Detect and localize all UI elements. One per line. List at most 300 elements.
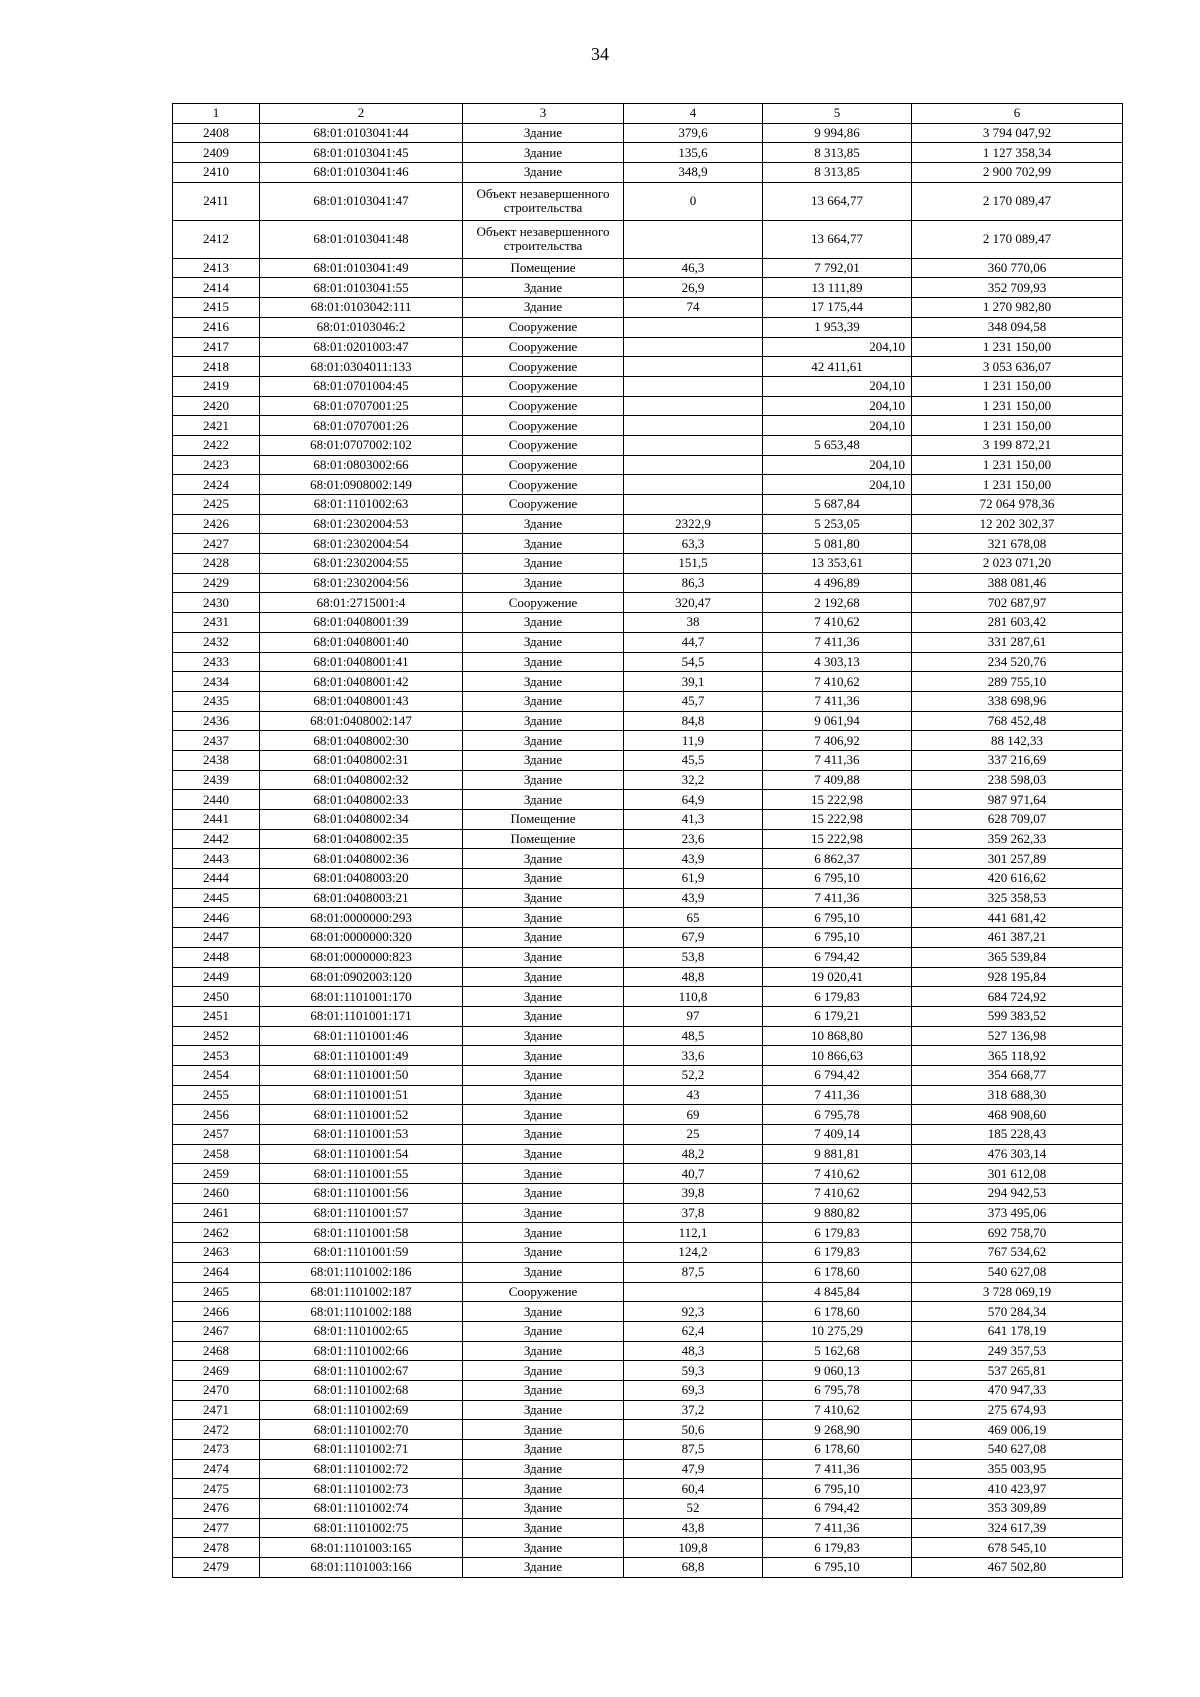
unit-value-cell: 15 222,98 xyxy=(763,829,912,849)
cadastral-value-cell: 289 755,10 xyxy=(912,672,1123,692)
cadastral-number-cell: 68:01:0408001:41 xyxy=(260,652,463,672)
page-number: 34 xyxy=(591,44,609,64)
object-type-cell: Здание xyxy=(463,1341,624,1361)
row-number-cell: 2450 xyxy=(173,987,260,1007)
table-body xyxy=(173,123,1123,1577)
cadastral-number-cell: 68:01:0103042:111 xyxy=(260,298,463,318)
object-type-cell: Здание xyxy=(463,143,624,163)
area-cell: 135,6 xyxy=(624,143,763,163)
table-row xyxy=(173,849,1123,869)
unit-value-cell: 6 795,10 xyxy=(763,908,912,928)
table-row xyxy=(173,1144,1123,1164)
unit-value-cell: 15 222,98 xyxy=(763,810,912,830)
table-row xyxy=(173,829,1123,849)
cadastral-number-cell: 68:01:1101002:186 xyxy=(260,1262,463,1282)
row-number-cell: 2460 xyxy=(173,1184,260,1204)
unit-value-cell: 10 275,29 xyxy=(763,1321,912,1341)
row-number-cell: 2457 xyxy=(173,1125,260,1145)
cadastral-value-cell: 3 199 872,21 xyxy=(912,435,1123,455)
area-cell: 320,47 xyxy=(624,593,763,613)
cadastral-value-cell: 1 231 150,00 xyxy=(912,416,1123,436)
table-row xyxy=(173,1538,1123,1558)
row-number-cell: 2459 xyxy=(173,1164,260,1184)
unit-value-cell: 7 410,62 xyxy=(763,672,912,692)
row-number-cell: 2455 xyxy=(173,1085,260,1105)
area-cell: 124,2 xyxy=(624,1243,763,1263)
cadastral-value-cell: 641 178,19 xyxy=(912,1321,1123,1341)
cadastral-value-cell: 767 534,62 xyxy=(912,1243,1123,1263)
column-header: 6 xyxy=(912,104,1123,124)
area-cell xyxy=(624,376,763,396)
cadastral-number-cell: 68:01:2302004:53 xyxy=(260,514,463,534)
unit-value-cell: 17 175,44 xyxy=(763,298,912,318)
cadastral-value-cell: 2 900 702,99 xyxy=(912,163,1123,183)
column-header: 4 xyxy=(624,104,763,124)
cadastral-number-cell: 68:01:0103041:44 xyxy=(260,123,463,143)
object-type-cell: Здание xyxy=(463,750,624,770)
area-cell xyxy=(624,455,763,475)
unit-value-cell: 6 794,42 xyxy=(763,1499,912,1519)
area-cell: 25 xyxy=(624,1125,763,1145)
cadastral-value-cell: 359 262,33 xyxy=(912,829,1123,849)
cadastral-number-cell: 68:01:1101002:72 xyxy=(260,1459,463,1479)
cadastral-value-cell: 2 023 071,20 xyxy=(912,554,1123,574)
area-cell xyxy=(624,416,763,436)
cadastral-value-cell: 249 357,53 xyxy=(912,1341,1123,1361)
unit-value-cell: 13 111,89 xyxy=(763,278,912,298)
cadastral-number-cell: 68:01:0103041:47 xyxy=(260,182,463,220)
unit-value-cell: 2 192,68 xyxy=(763,593,912,613)
object-type-cell: Здание xyxy=(463,298,624,318)
unit-value-cell: 7 411,36 xyxy=(763,632,912,652)
unit-value-cell: 6 179,83 xyxy=(763,1223,912,1243)
area-cell xyxy=(624,396,763,416)
table-row xyxy=(173,1440,1123,1460)
cadastral-number-cell: 68:01:1101001:54 xyxy=(260,1144,463,1164)
area-cell: 41,3 xyxy=(624,810,763,830)
cadastral-value-cell: 185 228,43 xyxy=(912,1125,1123,1145)
area-cell: 54,5 xyxy=(624,652,763,672)
area-cell: 50,6 xyxy=(624,1420,763,1440)
unit-value-cell: 4 303,13 xyxy=(763,652,912,672)
row-number-cell: 2415 xyxy=(173,298,260,318)
area-cell: 67,9 xyxy=(624,928,763,948)
cadastral-number-cell: 68:01:1101001:59 xyxy=(260,1243,463,1263)
cadastral-value-cell: 353 309,89 xyxy=(912,1499,1123,1519)
cadastral-value-cell: 1 270 982,80 xyxy=(912,298,1123,318)
area-cell: 0 xyxy=(624,182,763,220)
cadastral-value-cell: 1 231 150,00 xyxy=(912,376,1123,396)
object-type-cell: Здание xyxy=(463,613,624,633)
object-type-cell: Здание xyxy=(463,672,624,692)
object-type-cell: Здание xyxy=(463,1065,624,1085)
cadastral-number-cell: 68:01:0000000:320 xyxy=(260,928,463,948)
row-number-cell: 2442 xyxy=(173,829,260,849)
row-number-cell: 2428 xyxy=(173,554,260,574)
area-cell: 63,3 xyxy=(624,534,763,554)
row-number-cell: 2411 xyxy=(173,182,260,220)
area-cell: 45,5 xyxy=(624,750,763,770)
cadastral-value-cell: 3 728 069,19 xyxy=(912,1282,1123,1302)
object-type-cell: Здание xyxy=(463,790,624,810)
cadastral-value-cell: 324 617,39 xyxy=(912,1518,1123,1538)
table-row xyxy=(173,337,1123,357)
cadastral-number-cell: 68:01:0000000:823 xyxy=(260,947,463,967)
area-cell: 48,2 xyxy=(624,1144,763,1164)
table-row xyxy=(173,376,1123,396)
object-type-cell: Сооружение xyxy=(463,1282,624,1302)
cadastral-number-cell: 68:01:1101002:67 xyxy=(260,1361,463,1381)
table-row xyxy=(173,396,1123,416)
cadastral-number-cell: 68:01:0908002:149 xyxy=(260,475,463,495)
area-cell: 62,4 xyxy=(624,1321,763,1341)
cadastral-value-cell: 373 495,06 xyxy=(912,1203,1123,1223)
area-cell: 37,2 xyxy=(624,1400,763,1420)
cadastral-number-cell: 68:01:0201003:47 xyxy=(260,337,463,357)
cadastral-number-cell: 68:01:1101002:63 xyxy=(260,495,463,515)
row-number-cell: 2425 xyxy=(173,495,260,515)
cadastral-number-cell: 68:01:0701004:45 xyxy=(260,376,463,396)
area-cell: 65 xyxy=(624,908,763,928)
cadastral-value-cell: 987 971,64 xyxy=(912,790,1123,810)
unit-value-cell: 6 178,60 xyxy=(763,1302,912,1322)
unit-value-cell: 6 795,10 xyxy=(763,1479,912,1499)
unit-value-cell: 7 410,62 xyxy=(763,1400,912,1420)
table-row xyxy=(173,278,1123,298)
table-row xyxy=(173,1125,1123,1145)
object-type-cell: Здание xyxy=(463,908,624,928)
table-row xyxy=(173,1006,1123,1026)
unit-value-cell: 5 162,68 xyxy=(763,1341,912,1361)
object-type-cell: Здание xyxy=(463,163,624,183)
row-number-cell: 2467 xyxy=(173,1321,260,1341)
cadastral-number-cell: 68:01:0103041:49 xyxy=(260,258,463,278)
table-row xyxy=(173,613,1123,633)
cadastral-value-cell: 468 908,60 xyxy=(912,1105,1123,1125)
area-cell: 348,9 xyxy=(624,163,763,183)
table-row xyxy=(173,1105,1123,1125)
cadastral-number-cell: 68:01:1101001:53 xyxy=(260,1125,463,1145)
row-number-cell: 2414 xyxy=(173,278,260,298)
table-row xyxy=(173,908,1123,928)
table-row xyxy=(173,1065,1123,1085)
object-type-cell: Здание xyxy=(463,652,624,672)
cadastral-value-cell: 467 502,80 xyxy=(912,1558,1123,1578)
object-type-cell: Здание xyxy=(463,1243,624,1263)
cadastral-value-cell: 628 709,07 xyxy=(912,810,1123,830)
cadastral-number-cell: 68:01:0408002:35 xyxy=(260,829,463,849)
unit-value-cell: 5 687,84 xyxy=(763,495,912,515)
table-row xyxy=(173,1046,1123,1066)
cadastral-number-cell: 68:01:1101001:51 xyxy=(260,1085,463,1105)
cadastral-number-cell: 68:01:1101002:188 xyxy=(260,1302,463,1322)
cadastral-number-cell: 68:01:2302004:55 xyxy=(260,554,463,574)
row-number-cell: 2448 xyxy=(173,947,260,967)
object-type-cell: Здание xyxy=(463,1203,624,1223)
table-row xyxy=(173,1282,1123,1302)
cadastral-value-cell: 294 942,53 xyxy=(912,1184,1123,1204)
cadastral-value-cell: 1 231 150,00 xyxy=(912,337,1123,357)
cadastral-value-cell: 338 698,96 xyxy=(912,691,1123,711)
area-cell: 26,9 xyxy=(624,278,763,298)
cadastral-value-cell: 469 006,19 xyxy=(912,1420,1123,1440)
table-row xyxy=(173,1321,1123,1341)
cadastral-value-cell: 275 674,93 xyxy=(912,1400,1123,1420)
table-row xyxy=(173,987,1123,1007)
area-cell xyxy=(624,317,763,337)
area-cell xyxy=(624,337,763,357)
unit-value-cell: 5 253,05 xyxy=(763,514,912,534)
area-cell: 45,7 xyxy=(624,691,763,711)
table-row xyxy=(173,495,1123,515)
area-cell xyxy=(624,435,763,455)
unit-value-cell: 7 411,36 xyxy=(763,750,912,770)
cadastral-value-cell: 1 231 150,00 xyxy=(912,396,1123,416)
unit-value-cell: 13 664,77 xyxy=(763,220,912,258)
unit-value-cell: 9 060,13 xyxy=(763,1361,912,1381)
object-type-cell: Здание xyxy=(463,1518,624,1538)
row-number-cell: 2416 xyxy=(173,317,260,337)
cadastral-value-cell: 2 170 089,47 xyxy=(912,220,1123,258)
area-cell: 87,5 xyxy=(624,1440,763,1460)
object-type-cell: Здание xyxy=(463,573,624,593)
cadastral-value-cell: 678 545,10 xyxy=(912,1538,1123,1558)
unit-value-cell: 6 795,10 xyxy=(763,869,912,889)
row-number-cell: 2430 xyxy=(173,593,260,613)
cadastral-number-cell: 68:01:0408003:20 xyxy=(260,869,463,889)
object-type-cell: Сооружение xyxy=(463,416,624,436)
row-number-cell: 2454 xyxy=(173,1065,260,1085)
row-number-cell: 2472 xyxy=(173,1420,260,1440)
cadastral-number-cell: 68:01:0304011:133 xyxy=(260,357,463,377)
row-number-cell: 2432 xyxy=(173,632,260,652)
object-type-cell: Объект незавершенного строительства xyxy=(463,182,624,220)
cadastral-number-cell: 68:01:0408002:147 xyxy=(260,711,463,731)
row-number-cell: 2462 xyxy=(173,1223,260,1243)
cadastral-value-cell: 318 688,30 xyxy=(912,1085,1123,1105)
object-type-cell: Сооружение xyxy=(463,455,624,475)
area-cell: 112,1 xyxy=(624,1223,763,1243)
row-number-cell: 2420 xyxy=(173,396,260,416)
object-type-cell: Здание xyxy=(463,514,624,534)
cadastral-number-cell: 68:01:0707002:102 xyxy=(260,435,463,455)
cadastral-number-cell: 68:01:2715001:4 xyxy=(260,593,463,613)
row-number-cell: 2409 xyxy=(173,143,260,163)
area-cell: 43,9 xyxy=(624,849,763,869)
object-type-cell: Здание xyxy=(463,1321,624,1341)
object-type-cell: Здание xyxy=(463,1164,624,1184)
cadastral-value-cell: 337 216,69 xyxy=(912,750,1123,770)
row-number-cell: 2461 xyxy=(173,1203,260,1223)
area-cell: 52,2 xyxy=(624,1065,763,1085)
area-cell: 39,8 xyxy=(624,1184,763,1204)
unit-value-cell: 6 794,42 xyxy=(763,1065,912,1085)
cadastral-value-cell: 768 452,48 xyxy=(912,711,1123,731)
row-number-cell: 2424 xyxy=(173,475,260,495)
row-number-cell: 2452 xyxy=(173,1026,260,1046)
cadastral-number-cell: 68:01:1101002:70 xyxy=(260,1420,463,1440)
cadastral-value-cell: 301 612,08 xyxy=(912,1164,1123,1184)
table-row xyxy=(173,593,1123,613)
unit-value-cell: 9 061,94 xyxy=(763,711,912,731)
row-number-cell: 2465 xyxy=(173,1282,260,1302)
object-type-cell: Объект незавершенного строительства xyxy=(463,220,624,258)
cadastral-value-cell: 476 303,14 xyxy=(912,1144,1123,1164)
cadastral-value-cell: 355 003,95 xyxy=(912,1459,1123,1479)
cadastral-value-cell: 354 668,77 xyxy=(912,1065,1123,1085)
row-number-cell: 2475 xyxy=(173,1479,260,1499)
table-row xyxy=(173,1341,1123,1361)
row-number-cell: 2418 xyxy=(173,357,260,377)
area-cell: 379,6 xyxy=(624,123,763,143)
object-type-cell: Здание xyxy=(463,1262,624,1282)
column-header: 1 xyxy=(173,104,260,124)
table-row xyxy=(173,967,1123,987)
area-cell: 32,2 xyxy=(624,770,763,790)
area-cell xyxy=(624,475,763,495)
table-row xyxy=(173,1420,1123,1440)
cadastral-number-cell: 68:01:0408001:42 xyxy=(260,672,463,692)
unit-value-cell: 9 880,82 xyxy=(763,1203,912,1223)
cadastral-value-cell: 388 081,46 xyxy=(912,573,1123,593)
table-row xyxy=(173,711,1123,731)
unit-value-cell: 7 409,88 xyxy=(763,770,912,790)
area-cell: 52 xyxy=(624,1499,763,1519)
unit-value-cell: 204,10 xyxy=(763,376,912,396)
table-row xyxy=(173,298,1123,318)
cadastral-number-cell: 68:01:2302004:54 xyxy=(260,534,463,554)
table-row xyxy=(173,1361,1123,1381)
object-type-cell: Здание xyxy=(463,278,624,298)
table-row xyxy=(173,1400,1123,1420)
area-cell xyxy=(624,220,763,258)
unit-value-cell: 6 179,83 xyxy=(763,1538,912,1558)
cadastral-value-cell: 1 127 358,34 xyxy=(912,143,1123,163)
cadastral-value-cell: 599 383,52 xyxy=(912,1006,1123,1026)
object-type-cell: Сооружение xyxy=(463,593,624,613)
unit-value-cell: 4 845,84 xyxy=(763,1282,912,1302)
unit-value-cell: 7 410,62 xyxy=(763,613,912,633)
area-cell: 68,8 xyxy=(624,1558,763,1578)
cadastral-value-cell: 537 265,81 xyxy=(912,1361,1123,1381)
cadastral-value-cell: 441 681,42 xyxy=(912,908,1123,928)
cadastral-number-cell: 68:01:0408002:31 xyxy=(260,750,463,770)
area-cell: 33,6 xyxy=(624,1046,763,1066)
area-cell: 48,5 xyxy=(624,1026,763,1046)
row-number-cell: 2477 xyxy=(173,1518,260,1538)
cadastral-number-cell: 68:01:0408002:36 xyxy=(260,849,463,869)
object-type-cell: Здание xyxy=(463,888,624,908)
cadastral-number-cell: 68:01:0408001:39 xyxy=(260,613,463,633)
table-row xyxy=(173,1223,1123,1243)
table-row xyxy=(173,928,1123,948)
area-cell: 23,6 xyxy=(624,829,763,849)
cadastral-value-cell: 365 539,84 xyxy=(912,947,1123,967)
cadastral-value-cell: 420 616,62 xyxy=(912,869,1123,889)
row-number-cell: 2463 xyxy=(173,1243,260,1263)
object-type-cell: Здание xyxy=(463,928,624,948)
row-number-cell: 2471 xyxy=(173,1400,260,1420)
object-type-cell: Здание xyxy=(463,1499,624,1519)
unit-value-cell: 7 406,92 xyxy=(763,731,912,751)
unit-value-cell: 7 411,36 xyxy=(763,1085,912,1105)
cadastral-number-cell: 68:01:1101003:165 xyxy=(260,1538,463,1558)
cadastral-number-cell: 68:01:1101002:66 xyxy=(260,1341,463,1361)
cadastral-number-cell: 68:01:1101001:50 xyxy=(260,1065,463,1085)
cadastral-value-cell: 1 231 150,00 xyxy=(912,475,1123,495)
row-number-cell: 2468 xyxy=(173,1341,260,1361)
property-register-table xyxy=(172,103,1123,1578)
object-type-cell: Сооружение xyxy=(463,337,624,357)
row-number-cell: 2449 xyxy=(173,967,260,987)
table-row xyxy=(173,475,1123,495)
cadastral-value-cell: 331 287,61 xyxy=(912,632,1123,652)
cadastral-value-cell: 540 627,08 xyxy=(912,1440,1123,1460)
table-row xyxy=(173,182,1123,220)
cadastral-number-cell: 68:01:1101001:170 xyxy=(260,987,463,1007)
area-cell: 87,5 xyxy=(624,1262,763,1282)
cadastral-number-cell: 68:01:1101002:75 xyxy=(260,1518,463,1538)
cadastral-value-cell: 684 724,92 xyxy=(912,987,1123,1007)
area-cell: 40,7 xyxy=(624,1164,763,1184)
unit-value-cell: 204,10 xyxy=(763,337,912,357)
area-cell xyxy=(624,495,763,515)
unit-value-cell: 204,10 xyxy=(763,396,912,416)
row-number-cell: 2431 xyxy=(173,613,260,633)
area-cell: 47,9 xyxy=(624,1459,763,1479)
cadastral-number-cell: 68:01:0408002:32 xyxy=(260,770,463,790)
cadastral-number-cell: 68:01:1101002:68 xyxy=(260,1380,463,1400)
table-row xyxy=(173,1203,1123,1223)
object-type-cell: Здание xyxy=(463,1302,624,1322)
table-row xyxy=(173,1164,1123,1184)
object-type-cell: Сооружение xyxy=(463,435,624,455)
object-type-cell: Здание xyxy=(463,1105,624,1125)
row-number-cell: 2413 xyxy=(173,258,260,278)
area-cell: 43,9 xyxy=(624,888,763,908)
object-type-cell: Здание xyxy=(463,534,624,554)
cadastral-number-cell: 68:01:0408002:33 xyxy=(260,790,463,810)
table-row xyxy=(173,632,1123,652)
cadastral-number-cell: 68:01:0803002:66 xyxy=(260,455,463,475)
area-cell: 97 xyxy=(624,1006,763,1026)
row-number-cell: 2438 xyxy=(173,750,260,770)
cadastral-number-cell: 68:01:0408003:21 xyxy=(260,888,463,908)
cadastral-value-cell: 570 284,34 xyxy=(912,1302,1123,1322)
cadastral-value-cell: 1 231 150,00 xyxy=(912,455,1123,475)
row-number-cell: 2412 xyxy=(173,220,260,258)
row-number-cell: 2479 xyxy=(173,1558,260,1578)
cadastral-value-cell: 540 627,08 xyxy=(912,1262,1123,1282)
row-number-cell: 2443 xyxy=(173,849,260,869)
table-row xyxy=(173,317,1123,337)
unit-value-cell: 9 881,81 xyxy=(763,1144,912,1164)
object-type-cell: Здание xyxy=(463,731,624,751)
object-type-cell: Здание xyxy=(463,1459,624,1479)
table-row xyxy=(173,869,1123,889)
unit-value-cell: 10 868,80 xyxy=(763,1026,912,1046)
table-row xyxy=(173,790,1123,810)
object-type-cell: Сооружение xyxy=(463,396,624,416)
area-cell xyxy=(624,1282,763,1302)
object-type-cell: Помещение xyxy=(463,829,624,849)
cadastral-value-cell: 470 947,33 xyxy=(912,1380,1123,1400)
cadastral-number-cell: 68:01:1101003:166 xyxy=(260,1558,463,1578)
cadastral-number-cell: 68:01:1101001:46 xyxy=(260,1026,463,1046)
column-header: 3 xyxy=(463,104,624,124)
area-cell: 48,3 xyxy=(624,1341,763,1361)
table-row xyxy=(173,416,1123,436)
